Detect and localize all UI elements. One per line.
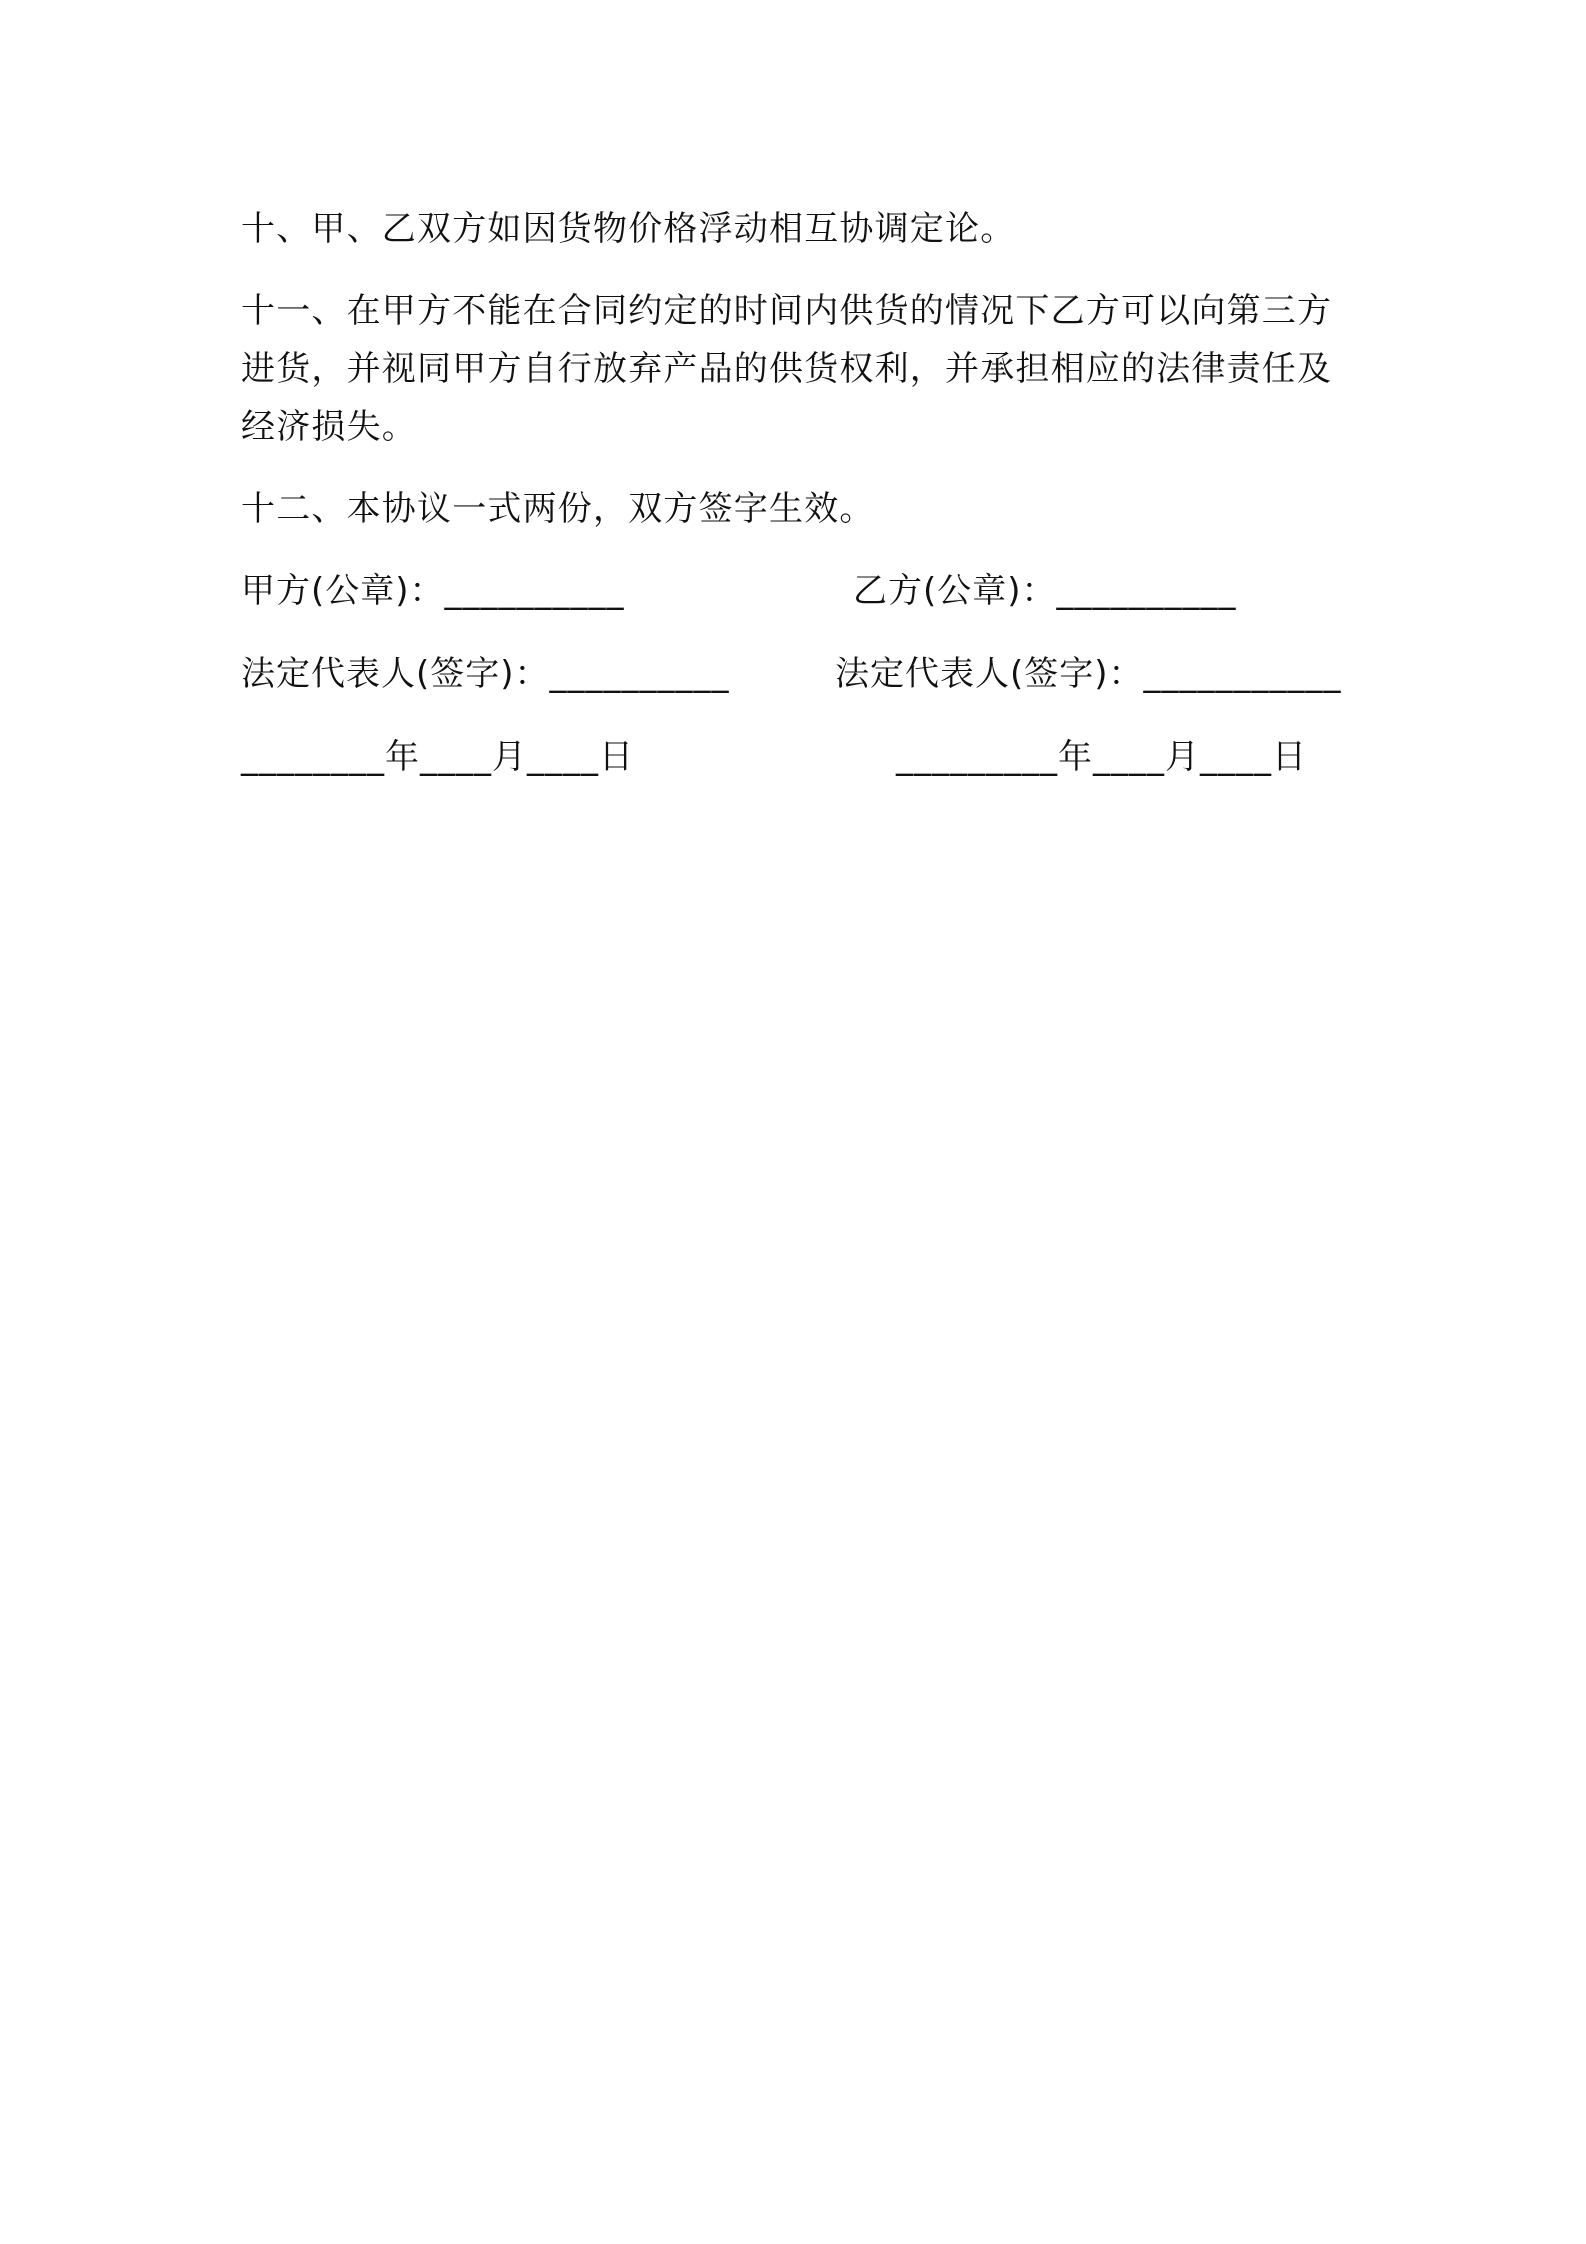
party-a-date-line: ________年____月____日: [241, 737, 634, 777]
document-body: [241, 200, 1356, 811]
party-b-representative-line: 法定代表人(签字)：___________: [835, 654, 1342, 694]
clause-12: 十二、本协议一式两份，双方签字生效。: [241, 489, 875, 529]
party-b-seal-line: 乙方(公章)：__________: [853, 571, 1237, 611]
representative-row: [241, 645, 1356, 728]
party-a-seal-line: 甲方(公章)：__________: [241, 571, 625, 611]
party-b-date-line: _________年____月____日: [896, 737, 1307, 777]
seal-row: [241, 562, 1356, 645]
date-row: [241, 728, 1356, 811]
clause-10: 十、甲、乙双方如因货物价格浮动相互协调定论。: [241, 209, 1016, 249]
clause-11: 十一、在甲方不能在合同约定的时间内供货的情况下乙方可以向第三方进货，并视同甲方自行放弃产品的供货权利，并承担相应的法律责任及经济损失。: [241, 291, 1333, 447]
party-a-representative-line: 法定代表人(签字)：__________: [241, 654, 730, 694]
